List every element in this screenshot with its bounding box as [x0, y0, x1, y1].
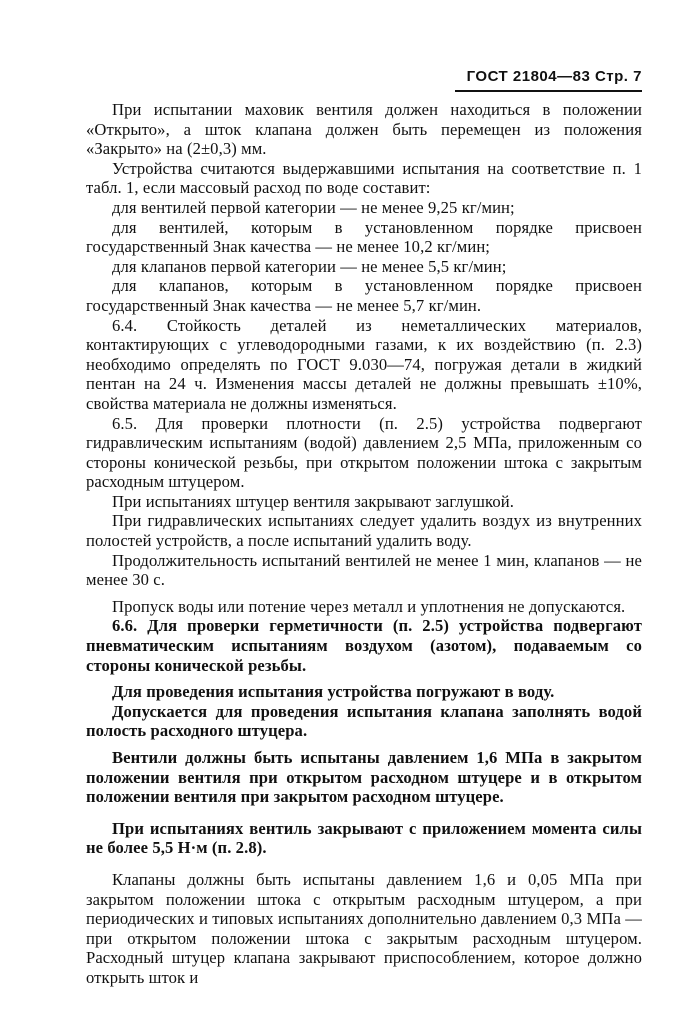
section-6-5: 6.5. Для проверки плотности (п. 2.5) устройства подвергают гидравлическим испытаниям (водой) давлением 2,5 МПа, приложенным со стороны конической резьбы, при открытом положении штока с закрытым расходным штуцером.	[86, 413, 642, 492]
body-text	[86, 100, 642, 988]
paragraph: При гидравлических испытаниях следует удалить воздух из внутренних полостей устройств, а после испытаний удалить воду.	[86, 511, 642, 551]
page-label: Стр.	[594, 68, 629, 85]
standard-number: ГОСТ 21804—83	[466, 68, 591, 85]
header-rule	[455, 90, 642, 92]
page-number: 7	[633, 68, 642, 85]
paragraph: Вентили должны быть испытаны давлением 1,6 МПа в закрытом положении вентиля при открытом расходном штуцере и в открытом положении вентиля при закрытом расходном штуцере.	[86, 748, 642, 807]
paragraph: Клапаны должны быть испытаны давлением 1,6 и 0,05 МПа при закрытом положении штока с открытым расходным штуцером, а при периодических и типовых испытаниях дополнительно давлением 0,3 МПа — при открытом положении штока с закрытым расходным штуцером. Расходный штуцер клапана закрывают приспособлением, которое должно открыть шток и	[86, 869, 642, 987]
list-item: для клапанов первой категории — не менее 5,5 кг/мин;	[112, 256, 507, 276]
list-item: для клапанов, которым в установленном порядке присвоен государственный Знак качества — не менее 5,7 кг/мин.	[86, 276, 642, 315]
paragraph: Допускается для проведения испытания клапана заполнять водой полость расходного штуцера.	[86, 701, 642, 741]
list-item: для вентилей, которым в установленном порядке присвоен государственный Знак качества — не менее 10,2 кг/мин;	[86, 217, 642, 257]
paragraph: При испытании маховик вентиля должен находиться в положении «Открыто», а шток клапана должен быть перемещен из положения «Закрыто» на (2±0,3) мм.	[86, 100, 642, 159]
paragraph: Пропуск воды или потение через металл и уплотнения не допускаются.	[112, 596, 626, 616]
section-6-4: 6.4. Стойкость деталей из неметаллических материалов, контактирующих с углеводородными газами, к их воздействию (п. 2.3) необходимо определять по ГОСТ 9.030—74, погружая детали в жидкий пентан на 24 ч. Изменения массы деталей не должны превышать ±10%, свойства материала не должны изменяться.	[86, 315, 642, 413]
paragraph: Продолжительность испытаний вентилей не менее 1 мин, клапанов — не менее 30 с.	[86, 550, 642, 590]
page-header	[467, 68, 642, 85]
paragraph: Для проведения испытания устройства погружают в воду.	[112, 682, 555, 702]
list-item: для вентилей первой категории — не менее 9,25 кг/мин;	[112, 197, 515, 217]
section-6-6: 6.6. Для проверки герметичности (п. 2.5) устройства подвергают пневматическим испытаниям воздухом (азотом), подаваемым со стороны конической резьбы.	[86, 616, 642, 675]
paragraph: Устройства считаются выдержавшими испытания на соответствие п. 1 табл. 1, если массовый расход по воде составит:	[86, 158, 642, 198]
paragraph: При испытаниях вентиль закрывают с приложением момента силы не более 5,5 Н·м (п. 2.8).	[86, 818, 642, 858]
paragraph: При испытаниях штуцер вентиля закрывают заглушкой.	[112, 491, 514, 511]
